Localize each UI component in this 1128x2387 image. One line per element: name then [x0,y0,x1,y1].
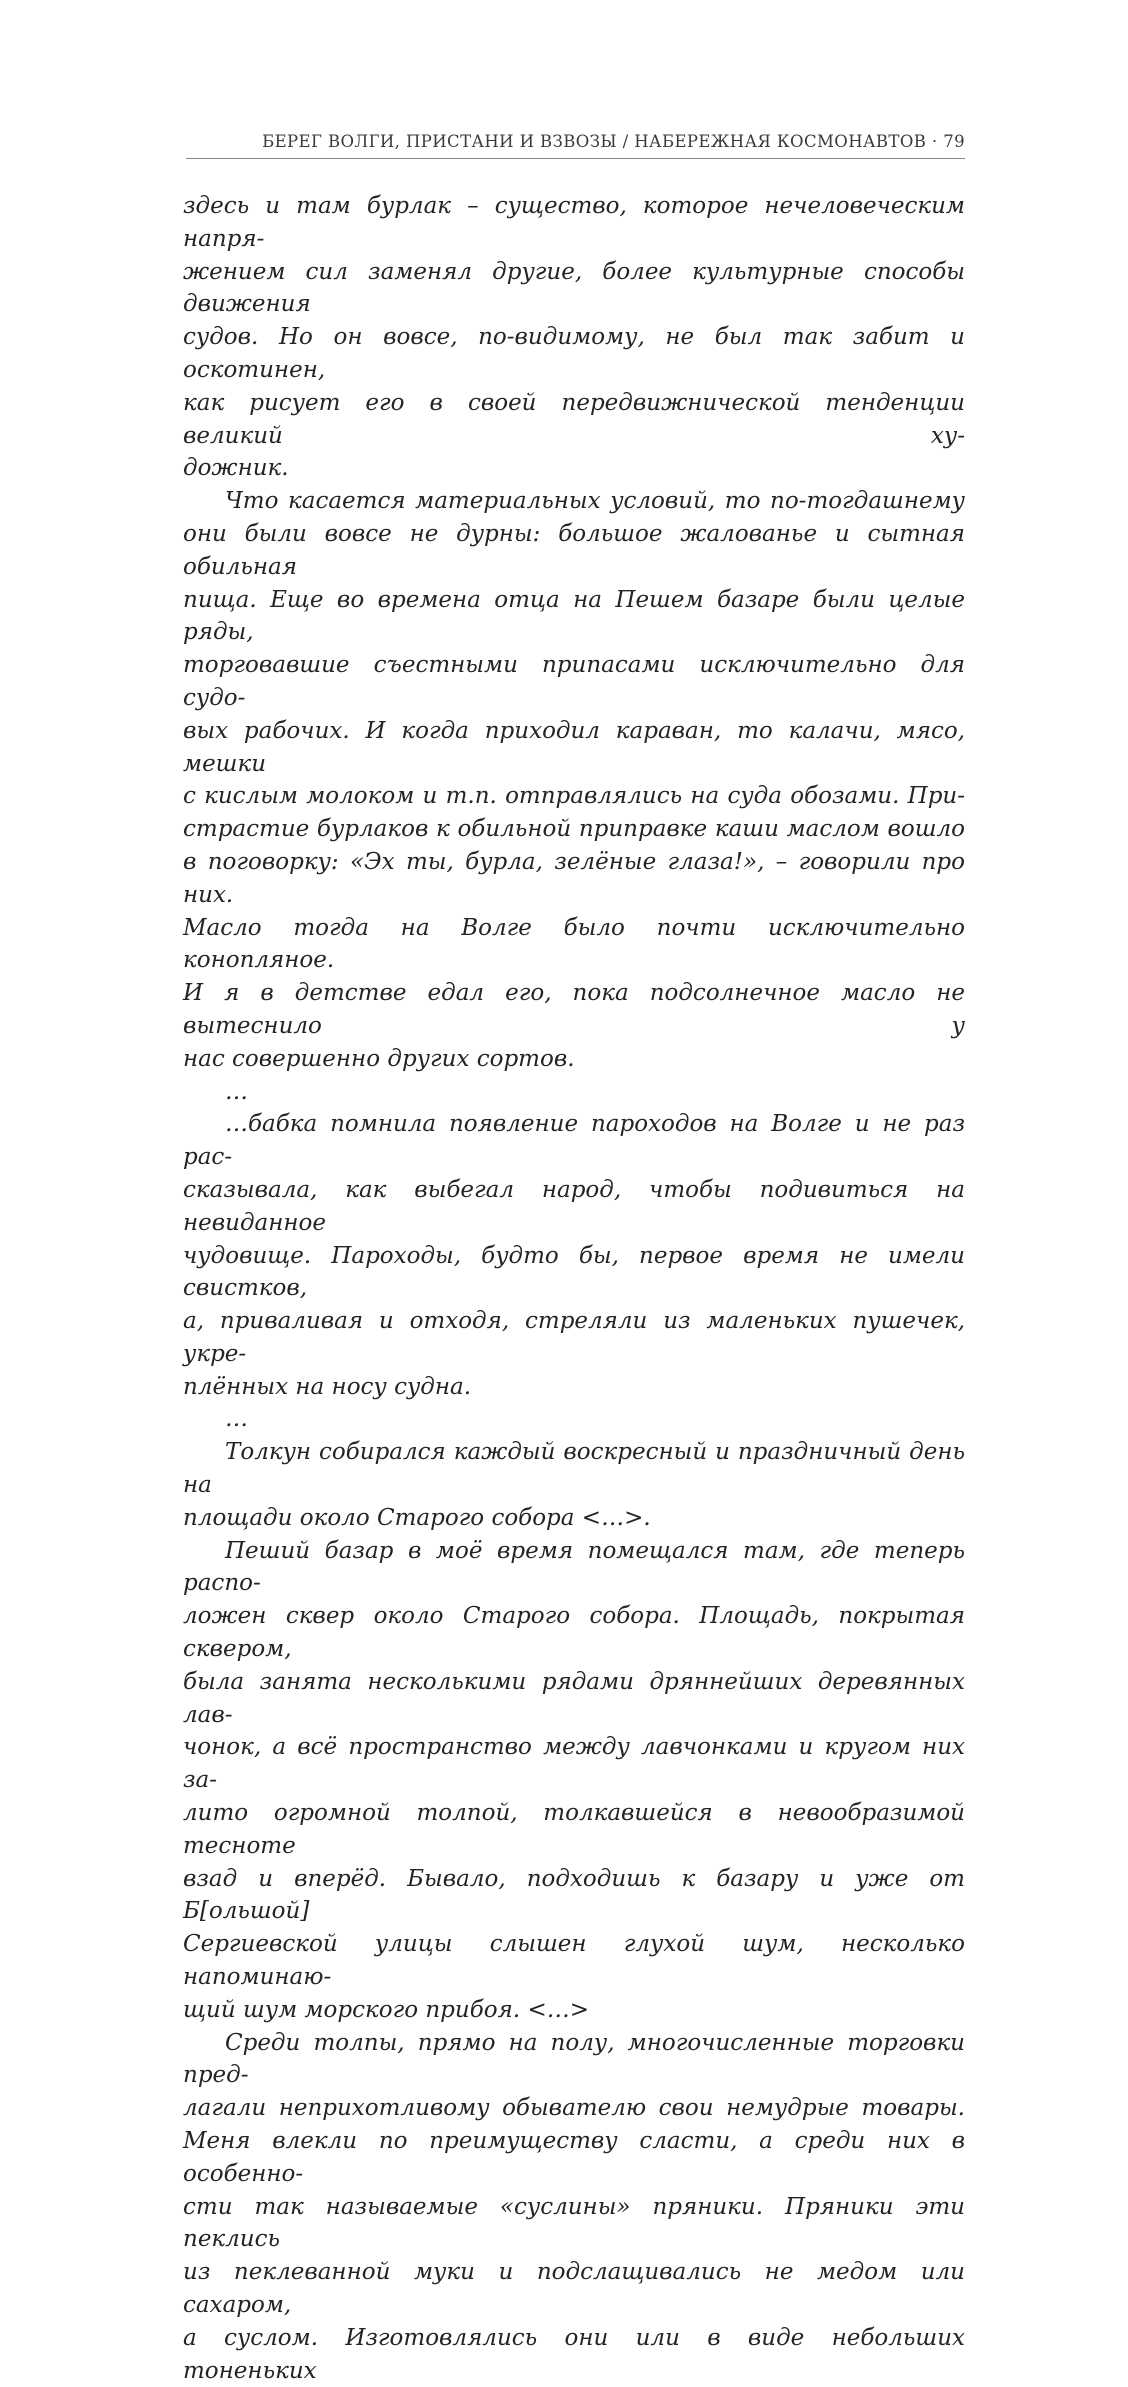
paragraph [183,190,965,485]
text-line: Меня влекли по преимуществу сласти, а среди них в особенно- [183,2128,965,2187]
text-line: сти так называемые «суслины» пряники. Пряники эти пеклись [183,2193,965,2253]
text-line: …бабка помнила появление пароходов на Волге и не раз рас- [183,1111,965,1171]
paragraph [183,1436,965,1534]
running-head-separator: · [926,132,944,151]
text-line: плённых на носу судна. [183,1373,472,1400]
text-line: чудовище. Пароходы, будто бы, первое время не имели свистков, [183,1242,965,1302]
text-line: Что касается материальных условий, то по-тогдашнему [225,488,965,515]
text-line: … [225,1078,248,1105]
paragraph [183,485,965,1075]
paragraph [183,1535,965,2027]
text-line: дожник. [183,455,289,482]
text-line: Масло тогда на Волге было почти исключительно конопляное. [183,914,965,974]
text-line: взад и вперёд. Бывало, подходишь к базару и уже от Б[ольшой] [183,1865,965,1925]
paragraph [183,2027,965,2387]
text-line: сказывала, как выбегал народ, чтобы подивиться на невиданное [183,1176,965,1236]
text-line: торговавшие съестными припасами исключительно для судо- [183,652,965,711]
text-line: нас совершенно других сортов. [183,1045,575,1072]
text-line: в поговорку: «Эх ты, бурла, зелёные глаза!», – говорили про них. [183,848,965,908]
text-line: здесь и там бурлак – существо, которое нечеловеческим напря- [183,193,965,252]
text-line: а, приваливая и отходя, стреляли из маленьких пушечек, укре- [183,1308,965,1367]
text-line: щий шум морского прибоя. <…> [183,1996,589,2023]
text-line: как рисует его в своей передвижнической тенденции великий ху- [183,389,965,449]
text-line: с кислым молоком и т.п. отправлялись на суда обозами. При- [183,783,965,810]
page-number: 79 [943,132,965,151]
text-line: Сергиевской улицы слышен глухой шум, несколько напоминаю- [183,1931,965,1991]
header-rule [186,158,965,159]
text-line: вых рабочих. И когда приходил караван, то калачи, мясо, мешки [183,717,965,777]
text-line: судов. Но он вовсе, по-видимому, не был так забит и оскотинен, [183,324,965,383]
paragraph [183,1403,965,1436]
text-line: они были вовсе не дурны: большое жалованье и сытная обильная [183,520,965,580]
paragraph [183,1076,965,1109]
text-line: И я в детстве едал его, пока подсолнечное масло не вытеснило у [183,980,965,1039]
text-line: была занята несколькими рядами дряннейших деревянных лав- [183,1668,965,1728]
paragraph [183,1108,965,1403]
text-line: пища. Еще во времена отца на Пешем базаре были целые ряды, [183,586,965,646]
text-line: … [225,1406,248,1433]
text-line: ложен сквер около Старого собора. Площадь, покрытая сквером, [183,1603,965,1663]
text-line: площади около Старого собора <…>. [183,1504,651,1531]
text-line: из пеклеванной муки и подслащивались не медом или сахаром, [183,2259,965,2318]
running-head-title: БЕРЕГ ВОЛГИ, ПРИСТАНИ И ВЗВОЗЫ / НАБЕРЕЖНАЯ КОСМОНАВТОВ [262,132,927,151]
text-line: чонок, а всё пространство между лавчонками и кругом них за- [183,1734,965,1794]
text-line: лагали неприхотливому обывателю свои немудрые товары. [183,2095,965,2122]
text-line: Пеший базар в моё время помещался там, где теперь распо- [183,1537,965,1597]
text-line: Среди толпы, прямо на полу, многочисленные торговки пред- [183,2029,965,2089]
text-line: лито огромной толпой, толкавшейся в невообразимой тесноте [183,1800,965,1859]
text-line: Толкун собирался каждый воскресный и праздничный день на [183,1439,965,1499]
text-line: а суслом. Изготовлялись они или в виде небольших тоненьких [183,2324,965,2384]
text-line: жением сил заменял другие, более культурные способы движения [183,258,965,318]
text-line: страстие бурлаков к обильной приправке каши маслом вошло [183,816,965,843]
page-body [183,190,965,2387]
running-head [183,131,965,153]
